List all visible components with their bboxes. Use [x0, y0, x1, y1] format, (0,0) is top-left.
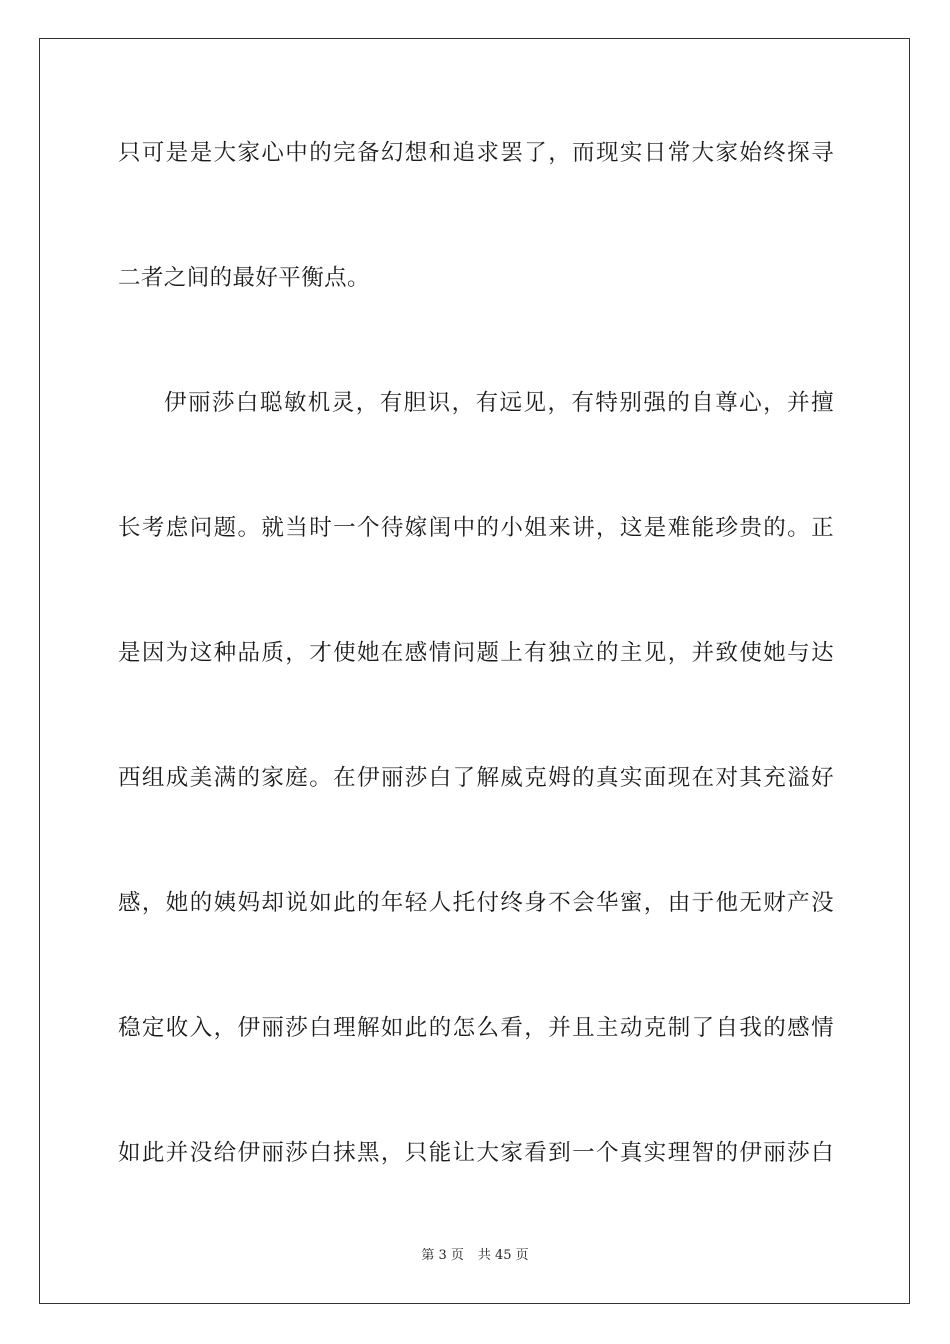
body-line-5: 是因为这种品质，才使她在感情问题上有独立的主见，并致使她与达 — [118, 640, 834, 666]
body-line-3: 伊丽莎白聪敏机灵，有胆识，有远见，有特别强的自尊心，并擅 — [164, 390, 834, 416]
page-total: 共 45 页 — [477, 1248, 529, 1263]
body-line-4: 长考虑问题。就当时一个待嫁闺中的小姐来讲，这是难能珍贵的。正 — [118, 515, 834, 541]
page-border — [39, 38, 910, 1304]
body-line-7: 感，她的姨妈却说如此的年轻人托付终身不会华蜜，由于他无财产没 — [118, 890, 834, 916]
body-line-8: 稳定收入，伊丽莎白理解如此的怎么看，并且主动克制了自我的感情 — [118, 1015, 834, 1041]
body-line-2: 二者之间的最好平衡点。 — [118, 265, 370, 291]
body-line-1: 只可是是大家心中的完备幻想和追求罢了，而现实日常大家始终探寻 — [118, 140, 834, 166]
page-footer — [0, 1247, 950, 1265]
body-line-6: 西组成美满的家庭。在伊丽莎白了解威克姆的真实面现在对其充溢好 — [118, 765, 834, 791]
page-number: 第 3 页 — [421, 1248, 464, 1263]
body-line-9: 如此并没给伊丽莎白抹黑，只能让大家看到一个真实理智的伊丽莎白 — [118, 1140, 834, 1166]
